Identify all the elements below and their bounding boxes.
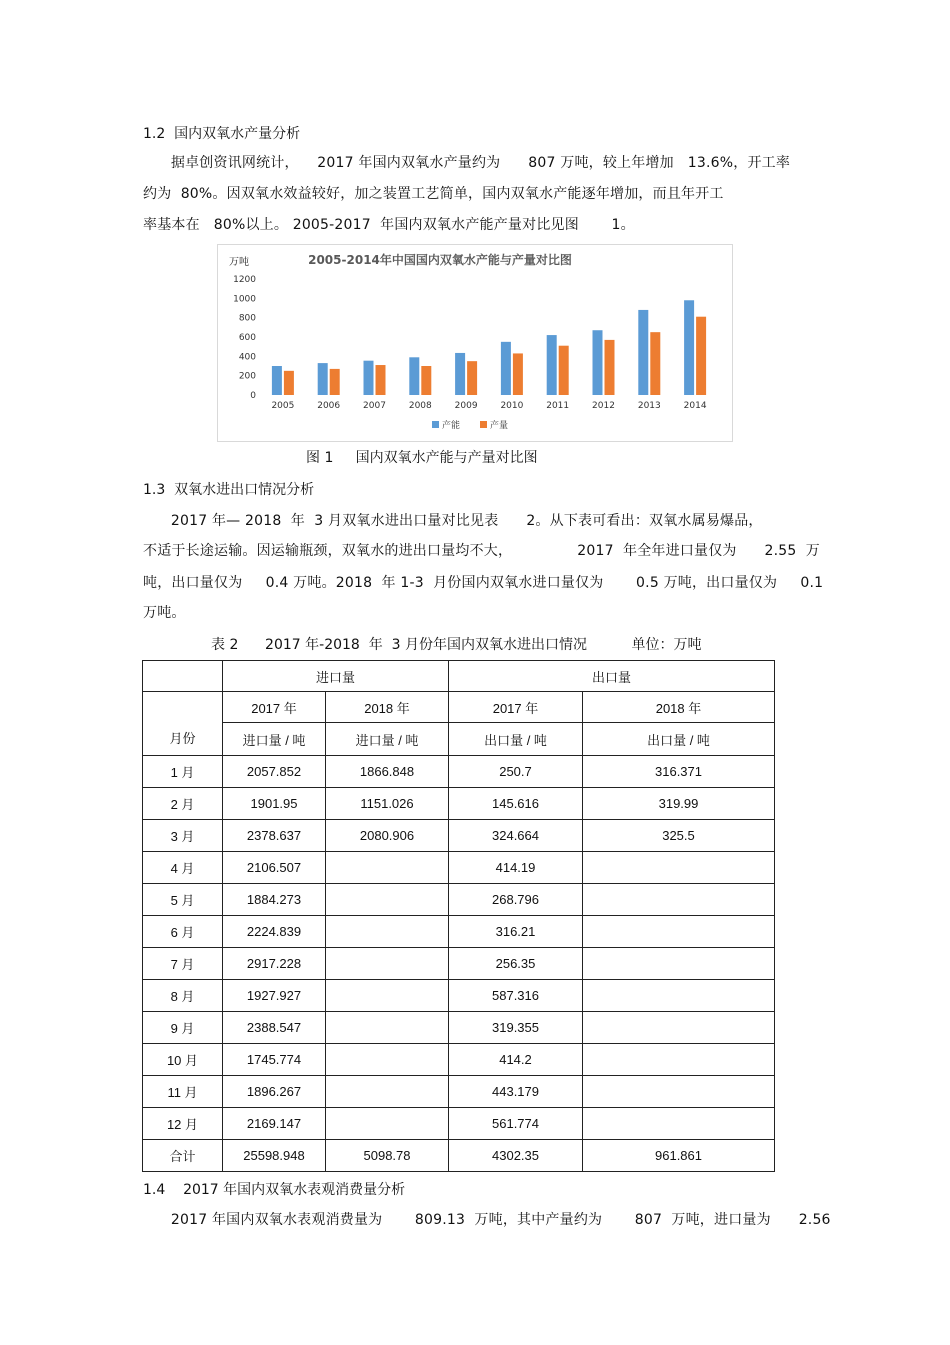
bar-output-2007 xyxy=(376,365,386,395)
table-cell-month: 12 月 xyxy=(143,1108,223,1140)
table-cell-value: 414.2 xyxy=(449,1044,583,1076)
table-cell-value xyxy=(326,980,449,1012)
bar-capacity-2013 xyxy=(638,310,648,395)
table-cell-value xyxy=(326,852,449,884)
table-row xyxy=(143,948,775,980)
x-tick-label: 2007 xyxy=(363,401,386,411)
table-cell-value xyxy=(583,980,775,1012)
table-row xyxy=(143,884,775,916)
bar-capacity-2006 xyxy=(318,363,328,395)
table-header-import: 进口量 xyxy=(223,661,449,692)
figure-caption: 图 1 国内双氧水产能与产量对比图 xyxy=(306,450,538,466)
table-header-year: 2017 年 xyxy=(449,692,583,723)
table-header-year: 2018 年 xyxy=(326,692,449,723)
y-tick-label: 400 xyxy=(238,352,256,363)
table-cell-value: 268.796 xyxy=(449,884,583,916)
table-cell-value: 961.861 xyxy=(583,1140,775,1172)
table-cell-value xyxy=(583,1012,775,1044)
table-header-year: 2018 年 xyxy=(583,692,775,723)
table-cell-value xyxy=(583,1108,775,1140)
bar-capacity-2009 xyxy=(455,353,465,395)
table-cell-month: 3 月 xyxy=(143,820,223,852)
table-cell-value: 5098.78 xyxy=(326,1140,449,1172)
table-cell-month: 5 月 xyxy=(143,884,223,916)
table-cell-value: 145.616 xyxy=(449,788,583,820)
x-tick-label: 2010 xyxy=(500,401,524,411)
legend-label: 产能 xyxy=(442,421,461,431)
x-tick-label: 2011 xyxy=(546,401,570,411)
import-export-table xyxy=(142,660,775,1172)
table-cell-value: 316.371 xyxy=(583,756,775,788)
table-header-unit: 进口量 / 吨 xyxy=(326,723,449,756)
table-header-unit: 出口量 / 吨 xyxy=(449,723,583,756)
section-1-4-paragraph-line: 2017 年国内双氧水表观消费量为 809.13 万吨，其中产量约为 807 万吨，进口量为 2.56 xyxy=(143,1212,831,1228)
table-header-year: 2017 年 xyxy=(223,692,326,723)
table-cell-value: 1745.774 xyxy=(223,1044,326,1076)
table-caption: 表 2 2017 年-2018 年 3 月份年国内双氧水进出口情况 单位：万吨 xyxy=(211,637,702,653)
section-1-2-paragraph-line: 率基本在 80%以上。 2005-2017 年国内双氧水产能产量对比见图 1。 xyxy=(143,217,635,233)
table-cell-month: 合计 xyxy=(143,1140,223,1172)
table-row xyxy=(143,820,775,852)
table-cell-value: 2378.637 xyxy=(223,820,326,852)
table-cell-value xyxy=(583,1076,775,1108)
table-row xyxy=(143,980,775,1012)
x-tick-label: 2005 xyxy=(271,401,295,411)
section-1-4-heading: 1.4 2017 年国内双氧水表观消费量分析 xyxy=(143,1182,406,1198)
y-tick-label: 1000 xyxy=(233,294,256,305)
x-tick-label: 2013 xyxy=(637,401,661,411)
table-row xyxy=(143,1044,775,1076)
table-cell-value xyxy=(583,916,775,948)
bar-capacity-2011 xyxy=(547,335,557,395)
table-cell-value: 2106.507 xyxy=(223,852,326,884)
table-cell-month: 2 月 xyxy=(143,788,223,820)
table-cell-month: 8 月 xyxy=(143,980,223,1012)
table-cell-month: 7 月 xyxy=(143,948,223,980)
bar-output-2008 xyxy=(421,366,431,395)
section-1-3-paragraph-line: 万吨。 xyxy=(143,605,186,621)
bar-output-2006 xyxy=(330,369,340,395)
table-cell-value: 1927.927 xyxy=(223,980,326,1012)
table-row xyxy=(143,788,775,820)
x-tick-label: 2006 xyxy=(317,401,341,411)
table-cell-month: 9 月 xyxy=(143,1012,223,1044)
bar-output-2009 xyxy=(467,361,477,395)
legend-swatch xyxy=(432,421,439,428)
table-cell-value: 324.664 xyxy=(449,820,583,852)
table-cell-value: 319.99 xyxy=(583,788,775,820)
table-row xyxy=(143,1108,775,1140)
table-cell-value xyxy=(583,948,775,980)
bar-capacity-2012 xyxy=(593,330,603,395)
table-row xyxy=(143,1076,775,1108)
bar-output-2013 xyxy=(650,332,660,395)
bar-capacity-2005 xyxy=(272,366,282,395)
chart-canvas xyxy=(218,245,732,441)
bar-capacity-2007 xyxy=(364,361,374,395)
x-tick-label: 2012 xyxy=(592,401,615,411)
table-cell-month: 10 月 xyxy=(143,1044,223,1076)
table-cell-month: 6 月 xyxy=(143,916,223,948)
bar-capacity-2010 xyxy=(501,342,511,395)
table-row xyxy=(143,756,775,788)
table-row xyxy=(143,852,775,884)
bar-capacity-2008 xyxy=(409,357,419,395)
chart-title: 2005-2014年中国国内双氧水产能与产量对比图 xyxy=(308,253,572,267)
table-cell-value: 2169.147 xyxy=(223,1108,326,1140)
table-cell-value: 1896.267 xyxy=(223,1076,326,1108)
table-corner-cell xyxy=(143,661,223,692)
table-cell-value: 4302.35 xyxy=(449,1140,583,1172)
table-header-unit: 进口量 / 吨 xyxy=(223,723,326,756)
table-cell-value xyxy=(583,884,775,916)
table-cell-value: 316.21 xyxy=(449,916,583,948)
table-cell-value: 2917.228 xyxy=(223,948,326,980)
y-tick-label: 200 xyxy=(238,371,256,382)
table-cell-value xyxy=(583,1044,775,1076)
section-1-2-paragraph-line: 约为 80%。因双氧水效益较好，加之装置工艺简单，国内双氧水产能逐年增加，而且年开工 xyxy=(143,186,724,202)
table-row xyxy=(143,916,775,948)
bar-capacity-2014 xyxy=(684,300,694,395)
table-cell-value: 2224.839 xyxy=(223,916,326,948)
bar-output-2012 xyxy=(605,340,615,395)
table-header-unit: 出口量 / 吨 xyxy=(583,723,775,756)
bar-output-2011 xyxy=(559,346,569,395)
table-cell-value: 2080.906 xyxy=(326,820,449,852)
table-cell-value: 2388.547 xyxy=(223,1012,326,1044)
section-1-3-paragraph-line: 2017 年— 2018 年 3 月双氧水进出口量对比见表 2。从下表可看出：双氧水属易爆品， xyxy=(143,513,763,529)
section-1-2-paragraph-line: 据卓创资讯网统计， 2017 年国内双氧水产量约为 807 万吨，较上年增加 13.6%，开工率 xyxy=(143,155,791,171)
y-tick-label: 1200 xyxy=(233,275,256,285)
x-tick-label: 2014 xyxy=(683,401,707,411)
table-cell-value xyxy=(326,1076,449,1108)
legend-swatch xyxy=(480,421,487,428)
table-cell-value: 561.774 xyxy=(449,1108,583,1140)
section-1-3-paragraph-line: 不适于长途运输。因运输瓶颈，双氧水的进出口量均不大， 2017 年全年进口量仅为 2.55 万 xyxy=(143,543,821,559)
y-tick-label: 800 xyxy=(238,313,256,324)
legend-label: 产量 xyxy=(490,421,509,431)
table-cell-value: 325.5 xyxy=(583,820,775,852)
y-tick-label: 0 xyxy=(250,391,256,401)
chart-y-axis-label: 万吨 xyxy=(229,257,249,268)
bar-output-2005 xyxy=(284,371,294,395)
table-cell-value: 319.355 xyxy=(449,1012,583,1044)
y-tick-label: 600 xyxy=(238,333,256,343)
table-header-export: 出口量 xyxy=(449,661,775,692)
table-cell-month: 1 月 xyxy=(143,756,223,788)
table-cell-month: 11 月 xyxy=(143,1076,223,1108)
table-cell-value: 414.19 xyxy=(449,852,583,884)
table-cell-value xyxy=(583,852,775,884)
section-1-3-paragraph-line: 吨，出口量仅为 0.4 万吨。2018 年 1-3 月份国内双氧水进口量仅为 0.5 万吨，出口量仅为 0.1 xyxy=(143,575,824,591)
table-cell-value xyxy=(326,916,449,948)
table-cell-value xyxy=(326,1044,449,1076)
table-cell-value xyxy=(326,1108,449,1140)
bar-output-2014 xyxy=(696,317,706,395)
x-tick-label: 2008 xyxy=(408,401,432,411)
table-cell-value: 1866.848 xyxy=(326,756,449,788)
table-cell-value: 1901.95 xyxy=(223,788,326,820)
table-cell-month: 4 月 xyxy=(143,852,223,884)
table-row xyxy=(143,1140,775,1172)
table-cell-value: 250.7 xyxy=(449,756,583,788)
x-tick-label: 2009 xyxy=(454,401,478,411)
table-cell-value: 1884.273 xyxy=(223,884,326,916)
table-cell-value: 1151.026 xyxy=(326,788,449,820)
table-cell-value: 256.35 xyxy=(449,948,583,980)
table-cell-value xyxy=(326,948,449,980)
bar-output-2010 xyxy=(513,353,523,395)
table-cell-value: 2057.852 xyxy=(223,756,326,788)
section-1-3-heading: 1.3 双氧水进出口情况分析 xyxy=(143,482,315,498)
capacity-output-chart xyxy=(217,244,733,442)
section-1-2-heading: 1.2 国内双氧水产量分析 xyxy=(143,126,301,142)
table-row xyxy=(143,1012,775,1044)
table-header-month: 月份 xyxy=(143,692,223,756)
table-cell-value: 443.179 xyxy=(449,1076,583,1108)
table-cell-value xyxy=(326,884,449,916)
table-cell-value: 587.316 xyxy=(449,980,583,1012)
table-cell-value xyxy=(326,1012,449,1044)
table-cell-value: 25598.948 xyxy=(223,1140,326,1172)
